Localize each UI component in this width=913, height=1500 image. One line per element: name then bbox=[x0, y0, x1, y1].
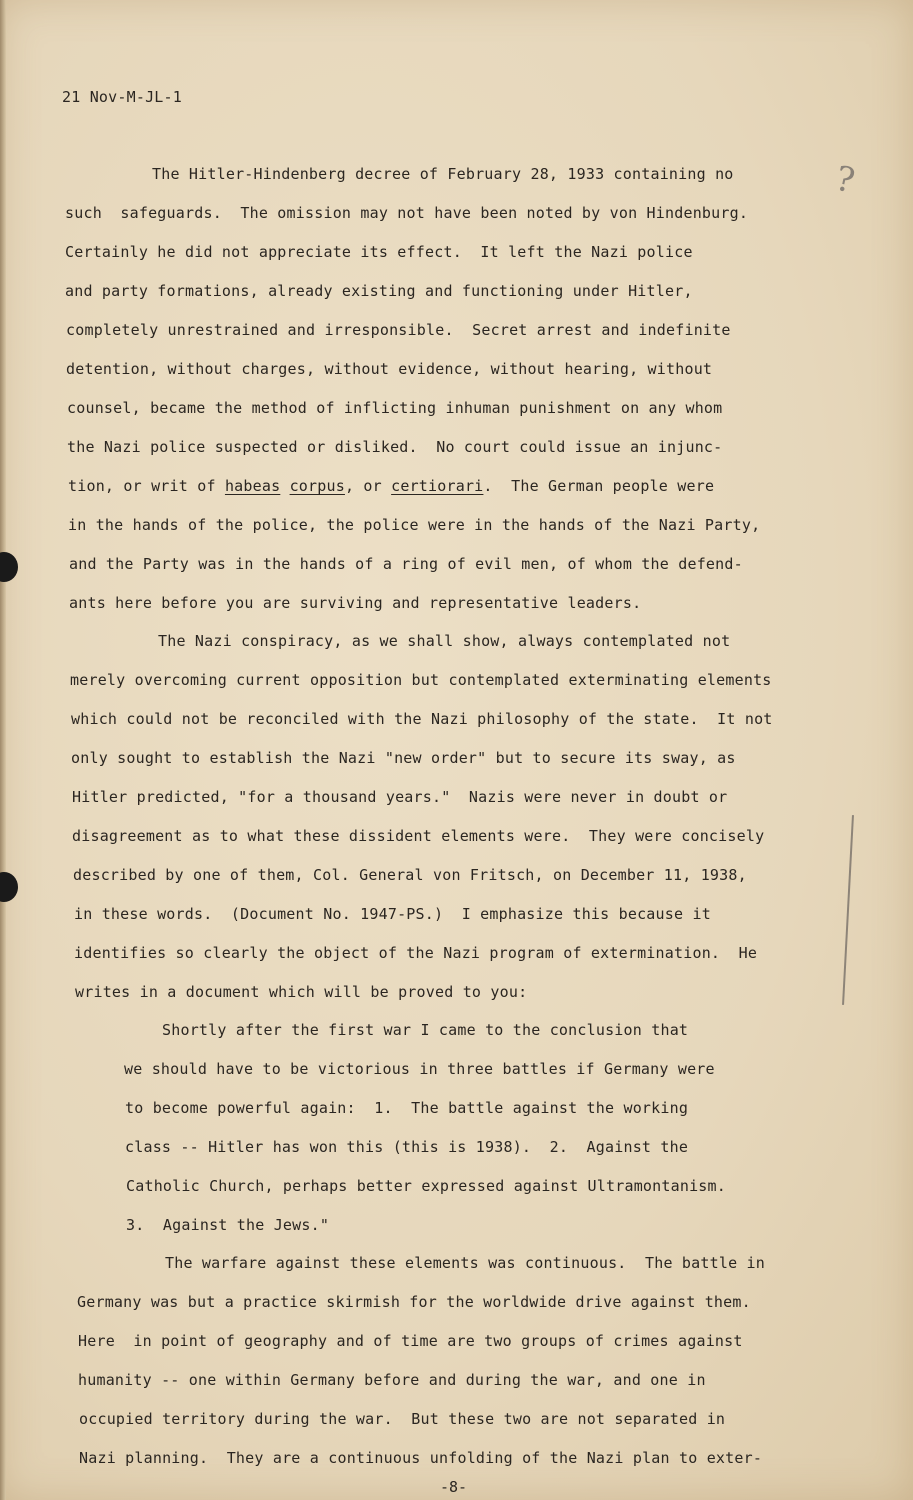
p1-line-9-after: . The German people were bbox=[483, 477, 715, 495]
punch-hole-bottom bbox=[0, 872, 18, 902]
p1-line-11: and the Party was in the hands of a ring of evil men, of whom the defend- bbox=[69, 555, 743, 573]
term-corpus: corpus bbox=[289, 477, 345, 495]
p3-line-4: humanity -- one within Germany before and during the war, and one in bbox=[78, 1371, 706, 1389]
term-certiorari: certiorari bbox=[391, 477, 484, 495]
p3-line-2: Germany was but a practice skirmish for the worldwide drive against them. bbox=[77, 1293, 751, 1311]
p1-line-3: Certainly he did not appreciate its effect. It left the Nazi police bbox=[65, 243, 693, 261]
p1-line-9 bbox=[68, 477, 714, 495]
p1-line-9-before: tion, or writ of bbox=[68, 477, 225, 495]
handwritten-question-mark: ? bbox=[832, 158, 859, 202]
p1-line-8: the Nazi police suspected or disliked. No court could issue an injunc- bbox=[67, 438, 723, 456]
p2-line-4: only sought to establish the Nazi "new order" but to secure its sway, as bbox=[71, 749, 736, 767]
header-code: 21 Nov-M-JL-1 bbox=[62, 88, 182, 106]
quote-line-6: 3. Against the Jews." bbox=[126, 1216, 330, 1234]
p2-line-2: merely overcoming current opposition but contemplated exterminating elements bbox=[70, 671, 772, 689]
quote-line-5: Catholic Church, perhaps better expressed against Ultramontanism. bbox=[126, 1177, 726, 1195]
p3-line-6: Nazi planning. They are a continuous unfolding of the Nazi plan to exter- bbox=[79, 1449, 763, 1467]
p2-line-6: disagreement as to what these dissident elements were. They were concisely bbox=[72, 827, 765, 845]
quote-line-2: we should have to be victorious in three battles if Germany were bbox=[124, 1060, 715, 1078]
p1-line-6: detention, without charges, without evidence, without hearing, without bbox=[66, 360, 713, 378]
p1-line-2: such safeguards. The omission may not have been noted by von Hindenburg. bbox=[65, 204, 749, 222]
page-number: -8- bbox=[440, 1478, 468, 1496]
p3-line-1: The warfare against these elements was continuous. The battle in bbox=[165, 1254, 765, 1272]
p3-line-5: occupied territory during the war. But these two are not separated in bbox=[79, 1410, 726, 1428]
p2-line-8: in these words. (Document No. 1947-PS.) I emphasize this because it bbox=[74, 905, 711, 923]
quote-line-1: Shortly after the first war I came to the conclusion that bbox=[162, 1021, 689, 1039]
p1-line-12: ants here before you are surviving and representative leaders. bbox=[69, 594, 642, 612]
quote-line-3: to become powerful again: 1. The battle against the working bbox=[125, 1099, 689, 1117]
p1-line-9-space bbox=[280, 477, 289, 495]
p1-line-4: and party formations, already existing and functioning under Hitler, bbox=[65, 282, 693, 300]
p2-line-9: identifies so clearly the object of the Nazi program of extermination. He bbox=[74, 944, 758, 962]
p2-line-5: Hitler predicted, "for a thousand years." Nazis were never in doubt or bbox=[72, 788, 728, 806]
margin-vertical-line bbox=[842, 815, 854, 1005]
p2-line-7: described by one of them, Col. General von Fritsch, on December 11, 1938, bbox=[73, 866, 747, 884]
p3-line-3: Here in point of geography and of time are two groups of crimes against bbox=[78, 1332, 743, 1350]
p1-line-7: counsel, became the method of inflicting inhuman punishment on any whom bbox=[67, 399, 723, 417]
p2-line-1: The Nazi conspiracy, as we shall show, always contemplated not bbox=[158, 632, 731, 650]
quote-line-4: class -- Hitler has won this (this is 1938). 2. Against the bbox=[125, 1138, 689, 1156]
p1-line-1: The Hitler-Hindenberg decree of February 28, 1933 containing no bbox=[152, 165, 734, 183]
p1-line-5: completely unrestrained and irresponsible. Secret arrest and indefinite bbox=[66, 321, 731, 339]
p2-line-10: writes in a document which will be proved to you: bbox=[75, 983, 528, 1001]
p1-line-9-mid: , or bbox=[344, 477, 392, 495]
p2-line-3: which could not be reconciled with the Nazi philosophy of the state. It not bbox=[71, 710, 773, 728]
p1-line-10: in the hands of the police, the police were in the hands of the Nazi Party, bbox=[68, 516, 761, 534]
term-habeas: habeas bbox=[224, 477, 281, 495]
